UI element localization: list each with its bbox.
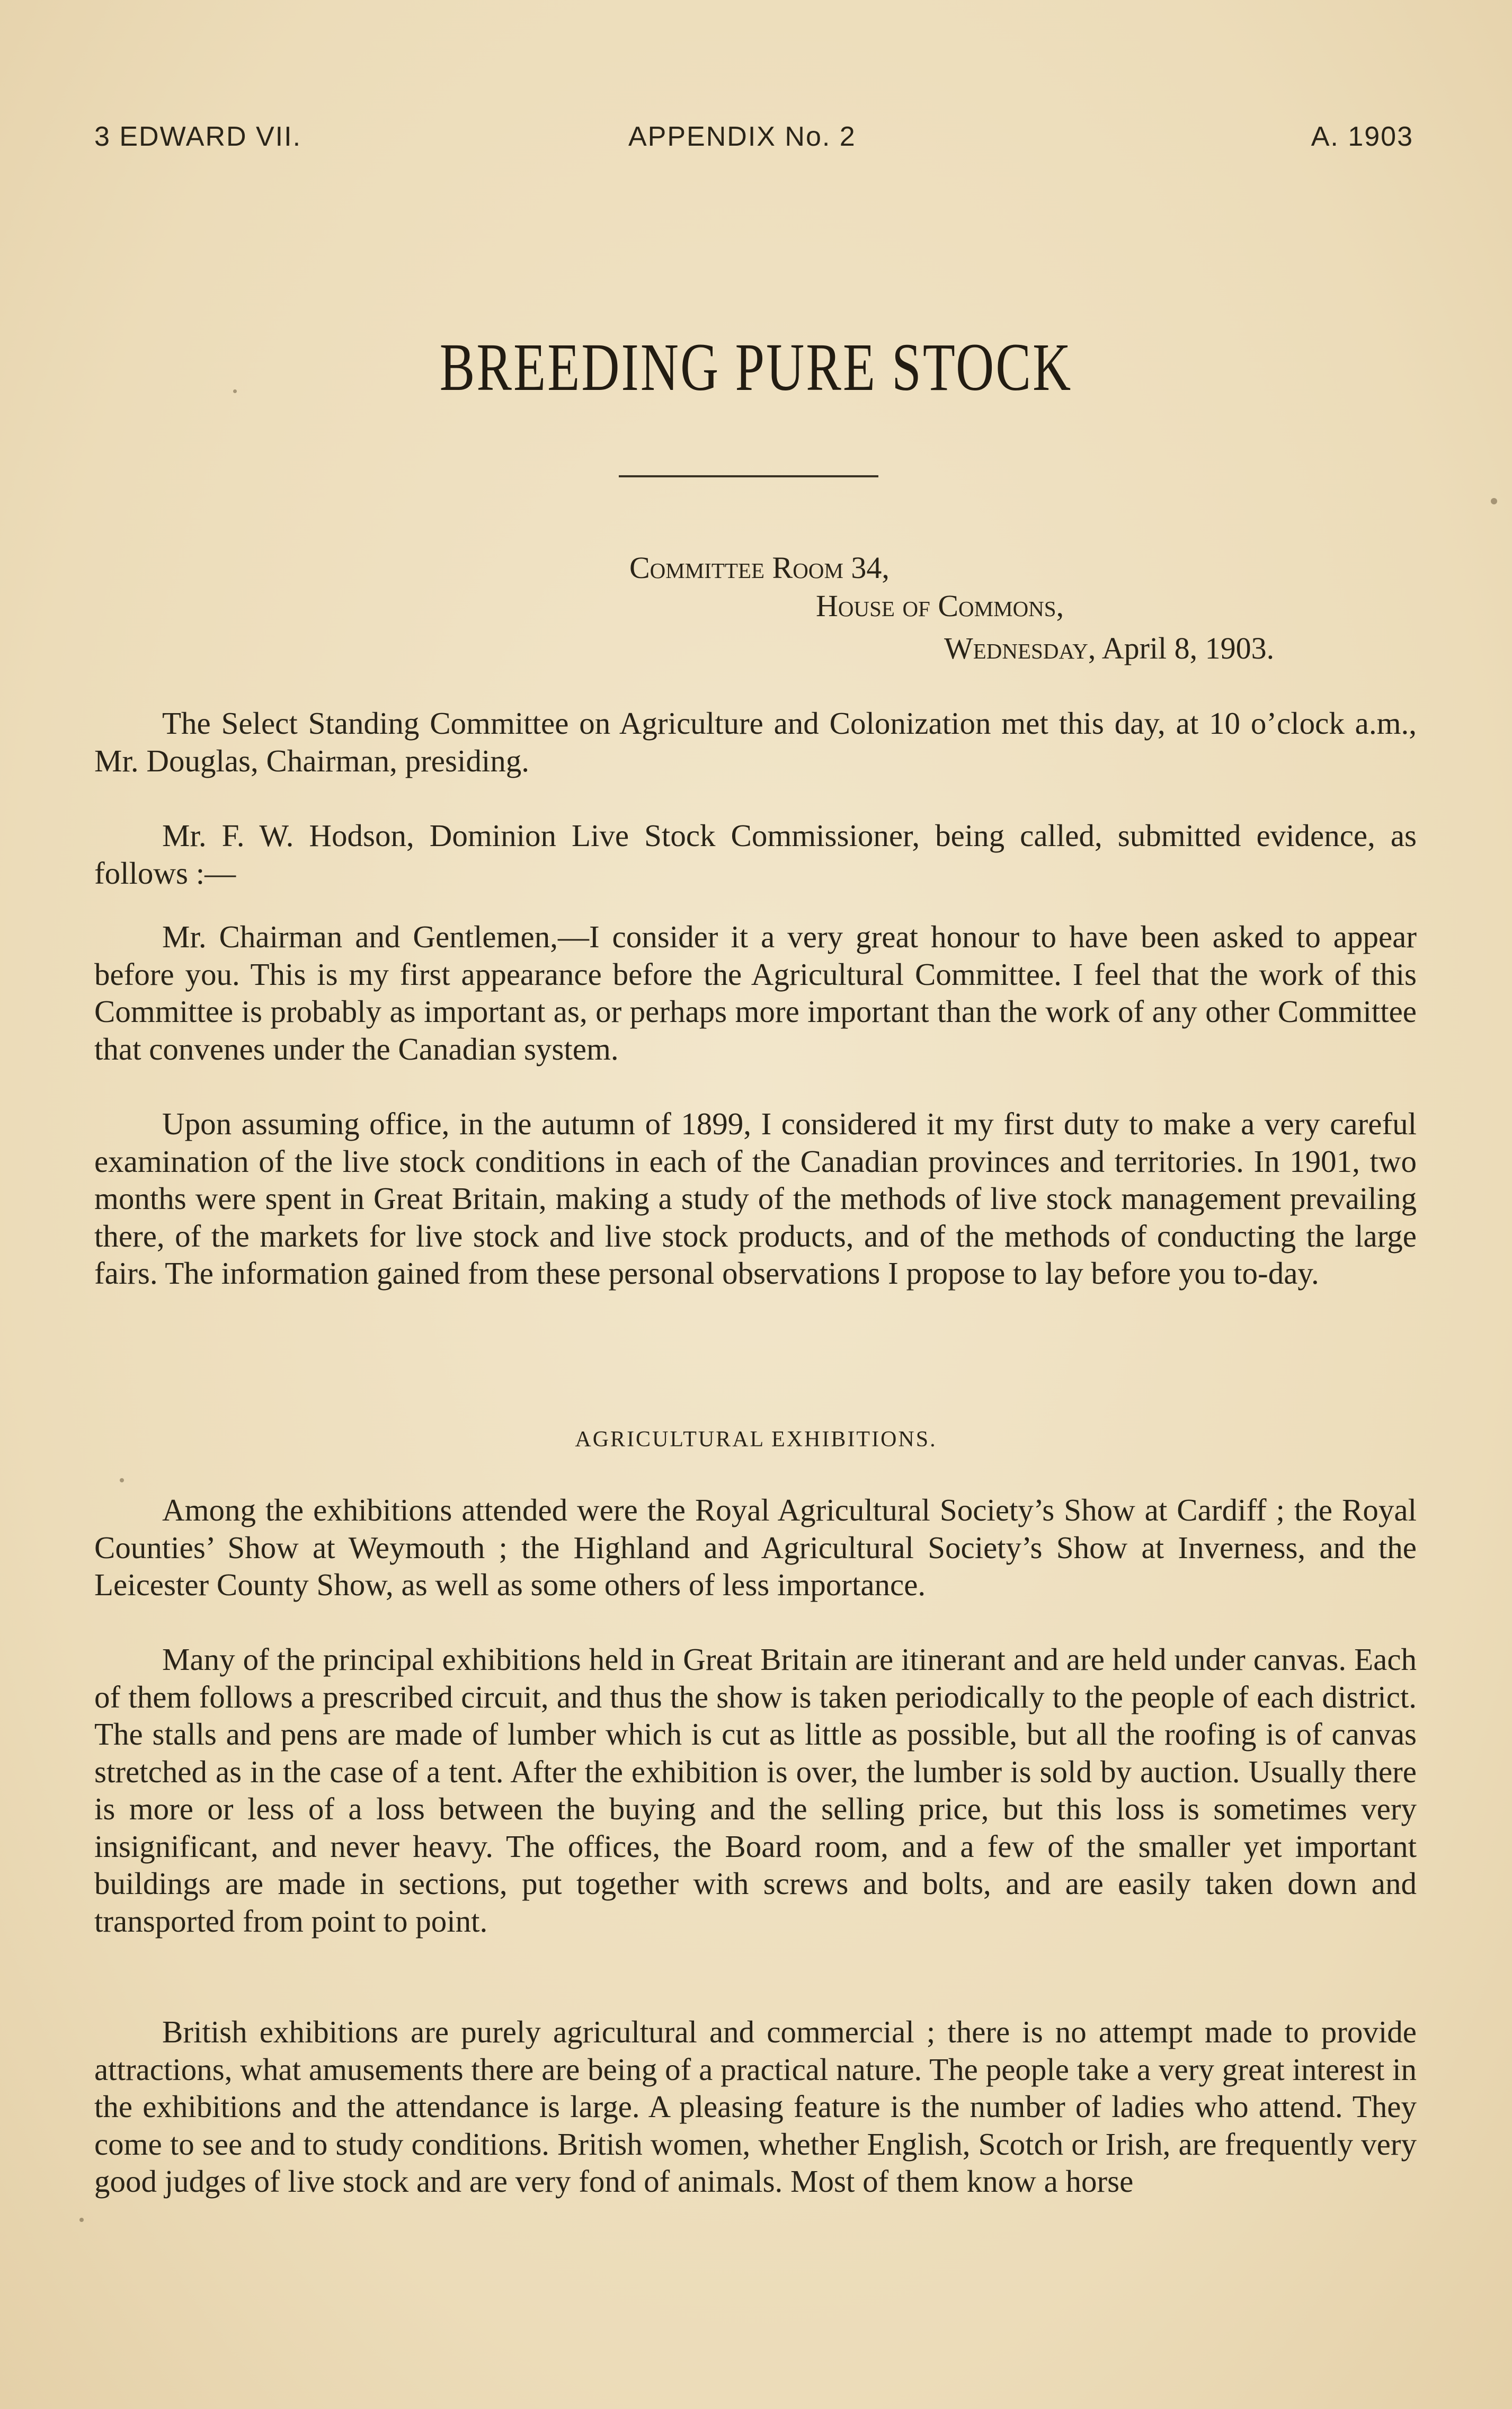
paragraph-assuming-office <box>94 1105 1417 1292</box>
paragraph-text: Many of the principal exhibitions held in Great Britain are itinerant and are held under canvas. Each of them follows a prescribed circuit, and thus the show is taken periodically to the people of each district. The stalls and pens are made of lumber which is cut as little as possible, but all the roofing is of canvas stretched as in the case of a tent. After the exhibition is over, the lumber is sold by auction. Usually there is more or less of a loss between the buying and the selling price, but this loss is sometimes very insignificant, and never heavy. The offices, the Board room, and a few of the smaller yet important buildings are made in sections, put together with screws and bolts, and are easily taken down and transported from point to point. <box>94 1642 1417 1939</box>
paragraph-committee-met <box>94 705 1417 779</box>
paragraph-exhibitions-attended <box>94 1491 1417 1604</box>
paragraph-text: Upon assuming office, in the autumn of 1899, I considered it my first duty to make a very careful examination of the live stock conditions in each of the Canadian provinces and territories. In 1901, two months were spent in Great Britain, making a study of the methods of live stock management prevailing there, of the markets for live stock and live stock products, and of the methods of conducting the large fairs. The information gained from these personal observations I propose to lay before you to-day. <box>94 1106 1417 1291</box>
paragraph-opening-address <box>94 918 1417 1068</box>
paragraph-text: The Select Standing Committee on Agriculture and Colonization met this day, at 10 o’clock a.m., Mr. Douglas, Chairman, presiding. <box>94 706 1417 778</box>
dateline-day: Wednesday, <box>944 631 1096 665</box>
page-blemish <box>233 389 237 393</box>
dateline-date <box>944 630 1274 666</box>
paragraph-text: Mr. Chairman and Gentlemen,—I consider it a very great honour to have been asked to appear before you. This is my first appearance before the Agricultural Committee. I feel that the work of this Committee is probably as important as, or perhaps more important than the work of any other Committee that convenes under the Canadian system. <box>94 919 1417 1066</box>
paragraph-british-exhibitions <box>94 2013 1417 2200</box>
page-blemish <box>1491 498 1497 504</box>
title-rule <box>619 475 878 477</box>
paragraph-itinerant-exhibitions <box>94 1641 1417 1940</box>
paragraph-witness-called <box>94 817 1417 892</box>
running-head-right: A. 1903 <box>1311 121 1413 152</box>
paragraph-text: British exhibitions are purely agricultural and commercial ; there is no attempt made to provide attractions, what amusements there are being of a practical nature. The people take a very great interest in the exhibitions and the attendance is large. A pleasing feature is the number of ladies who attend. They come to see and to study conditions. British women, whether English, Scotch or Irish, are frequently very good judges of live stock and are very fond of animals. Most of them know a horse <box>94 2014 1417 2199</box>
paragraph-text: Mr. F. W. Hodson, Dominion Live Stock Commissioner, being called, submitted evidence, as follows :— <box>94 818 1417 891</box>
running-head <box>94 121 1413 158</box>
dateline-date-value: April 8, 1903. <box>1101 631 1275 665</box>
paragraph-text: Among the exhibitions attended were the Royal Agricultural Society’s Show at Cardiff ; the Royal Counties’ Show at Weymouth ; the Highland and Agricultural Society’s Show at Inverness, and the Leicester County Show, as well as some others of less importance. <box>94 1492 1417 1602</box>
dateline-house: House of Commons, <box>816 589 1064 623</box>
page-title: BREEDING PURE STOCK <box>439 330 1073 405</box>
page-blemish <box>120 1478 124 1482</box>
section-heading: AGRICULTURAL EXHIBITIONS. <box>575 1427 937 1452</box>
running-head-left: 3 EDWARD VII. <box>94 121 302 152</box>
running-head-center: APPENDIX No. 2 <box>628 121 856 152</box>
dateline-committee-room: Committee Room 34, <box>629 550 890 585</box>
page-blemish <box>79 2218 84 2222</box>
